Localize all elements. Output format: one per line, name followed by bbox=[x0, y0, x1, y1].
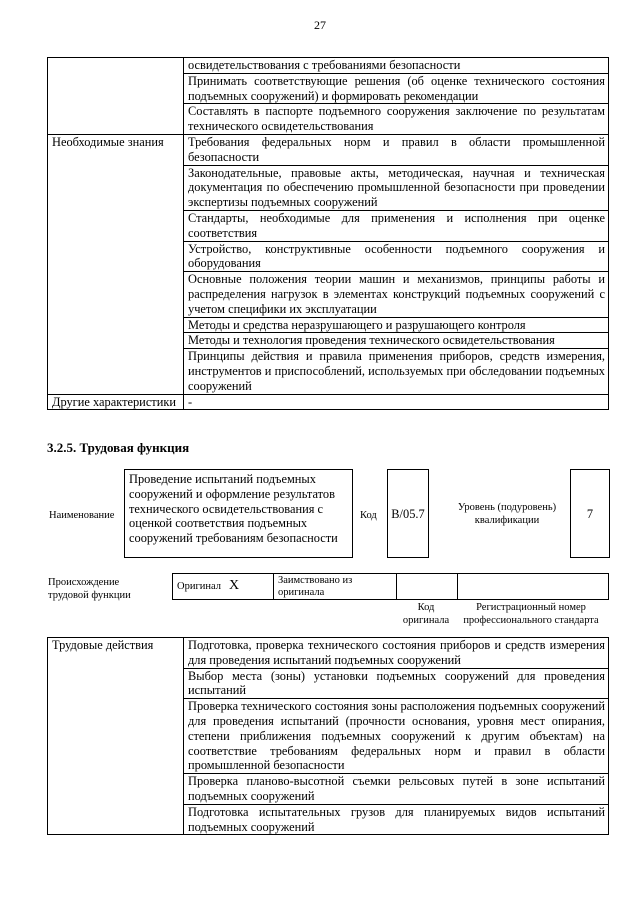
table-cell: Проверка технического состояния зоны расположения подъемных сооружений для проведения испытаний (прочности основания, уровня мест опирания, степени приближения подъемных сооружений к другим объектам) на соответствие требованиям федеральных норм и правил в области промышленной безопасности bbox=[184, 699, 609, 774]
table-cell: Принципы действия и правила применения приборов, средств измерения, инструментов и приспособлений, используемых при обследовании подъемных сооружений bbox=[184, 349, 609, 394]
table-cell: Методы и средства неразрушающего и разрушающего контроля bbox=[184, 317, 609, 333]
table-cell: освидетельствования с требованиями безопасности bbox=[184, 58, 609, 74]
function-code-box: B/05.7 bbox=[387, 469, 429, 558]
borrowed-label: Заимствовано из оригинала bbox=[274, 574, 397, 600]
table-row bbox=[48, 638, 609, 669]
registration-legend: Регистрационный номер профессионального стандарта bbox=[463, 602, 599, 626]
row-label: Необходимые знания bbox=[48, 134, 184, 394]
function-header bbox=[0, 468, 640, 564]
competency-table bbox=[47, 57, 609, 410]
table-row bbox=[48, 134, 609, 165]
table-cell: Проверка планово-высотной съемки рельсовых путей в зоне испытаний подъемных сооружений bbox=[184, 774, 609, 805]
origin-label: Происхождение трудовой функции bbox=[48, 577, 131, 601]
table-cell: - bbox=[184, 394, 609, 410]
table-cell: Выбор места (зоны) установки подъемных сооружений для проведения испытаний bbox=[184, 668, 609, 699]
row-label: Другие характеристики bbox=[48, 394, 184, 410]
page-number: 27 bbox=[314, 18, 326, 32]
labor-actions-table bbox=[47, 637, 609, 835]
row-label: Трудовые действия bbox=[48, 638, 184, 835]
name-label: Наименование bbox=[49, 510, 115, 521]
code-label: Код bbox=[360, 510, 377, 521]
table-cell: Методы и технология проведения технического освидетельствования bbox=[184, 333, 609, 349]
table-cell: Основные положения теории машин и механизмов, принципы работы и распределения нагрузок в элементах конструкций подъемных сооружений с учетом специфики их эксплуатации bbox=[184, 272, 609, 317]
code-original-legend: Код оригинала bbox=[402, 602, 450, 626]
table-cell: Подготовка испытательных грузов для планируемых видов испытаний подъемных сооружений bbox=[184, 804, 609, 835]
original-mark: X bbox=[229, 578, 240, 593]
function-name-box: Проведение испытаний подъемных сооружений и оформление результатов технического освидетельствования с оценкой соответствия подъемных сооружений требованиям безопасности bbox=[124, 469, 353, 558]
table-cell: Устройство, конструктивные особенности подъемного сооружения и оборудования bbox=[184, 241, 609, 272]
table-cell: Требования федеральных норм и правил в области промышленной безопасности bbox=[184, 134, 609, 165]
table-cell: Стандарты, необходимые для применения и исполнения при оценке соответствия bbox=[184, 210, 609, 241]
table-row bbox=[48, 58, 609, 74]
level-label: Уровень (подуровень) квалификации bbox=[457, 502, 557, 526]
level-value-box: 7 bbox=[570, 469, 610, 558]
original-label: Оригинал bbox=[177, 581, 221, 592]
section-heading: 3.2.5. Трудовая функция bbox=[47, 440, 190, 455]
table-cell: Составлять в паспорте подъемного сооружения заключение по результатам технического освидетельствования bbox=[184, 104, 609, 135]
registration-number-cell bbox=[458, 574, 609, 600]
table-cell: Принимать соответствующие решения (об оценке технического состояния подъемных сооружений) и формировать рекомендации bbox=[184, 73, 609, 104]
code-original-cell bbox=[397, 574, 458, 600]
original-cell bbox=[173, 574, 274, 600]
row-label bbox=[48, 58, 184, 135]
table-row bbox=[48, 394, 609, 410]
table-cell: Законодательные, правовые акты, методическая, научная и техническая документация по обеспечению промышленной безопасности при проведении экспертизы подъемных сооружений bbox=[184, 165, 609, 210]
origin-table bbox=[172, 573, 609, 600]
table-cell: Подготовка, проверка технического состояния приборов и средств измерения для проведения испытаний подъемных сооружений bbox=[184, 638, 609, 669]
